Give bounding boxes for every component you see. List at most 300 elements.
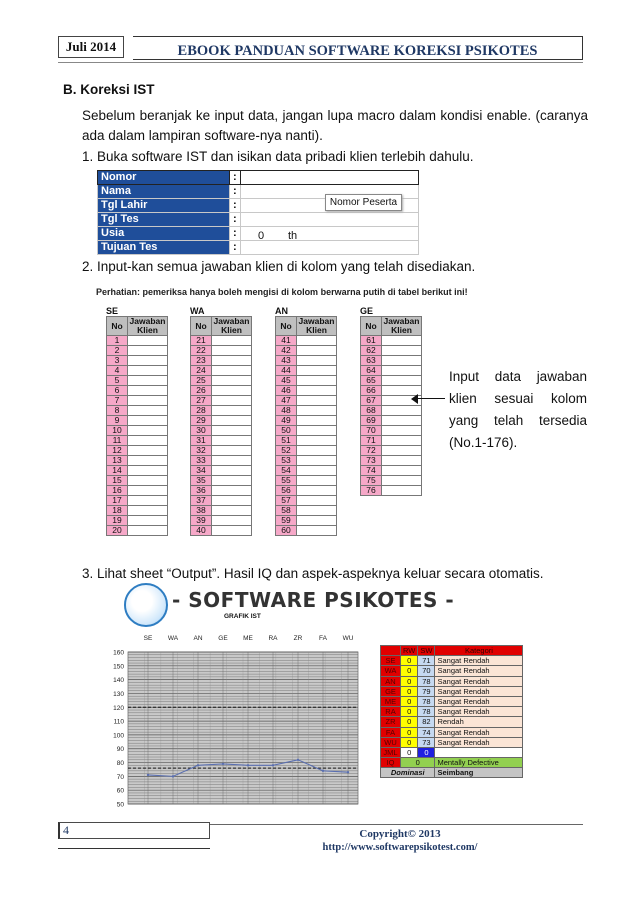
callout-arrow-head (411, 394, 418, 404)
question-number: 65 (361, 376, 382, 386)
question-number: 15 (107, 476, 128, 486)
answer-cell[interactable] (382, 466, 422, 476)
answer-cell[interactable] (128, 456, 168, 466)
answer-cell[interactable] (382, 406, 422, 416)
jml-empty (435, 747, 523, 757)
chart-xtick-label: ME (243, 635, 253, 642)
answer-cell[interactable] (297, 346, 337, 356)
kategori-value: Sangat Rendah (435, 686, 523, 696)
answer-cell[interactable] (128, 386, 168, 396)
answer-cell[interactable] (212, 506, 252, 516)
answer-row (276, 426, 337, 436)
question-number: 1 (107, 336, 128, 346)
answer-cell[interactable] (212, 476, 252, 486)
answer-cell[interactable] (128, 516, 168, 526)
answer-cell[interactable] (128, 356, 168, 366)
answer-row (191, 466, 252, 476)
footer-url[interactable]: http://www.softwarepsikotest.com/ (322, 842, 478, 853)
answer-cell[interactable] (212, 496, 252, 506)
answer-cell[interactable] (212, 436, 252, 446)
jml-rw: 0 (401, 747, 418, 757)
question-number: 19 (107, 516, 128, 526)
step-1: 1. Buka software IST dan isikan data pribadi klien terlebih dahulu. (82, 149, 474, 164)
question-number: 34 (191, 466, 212, 476)
answer-cell[interactable] (297, 466, 337, 476)
answer-group-title: GE (360, 306, 374, 316)
answer-table (360, 316, 422, 496)
question-number: 47 (276, 396, 297, 406)
kategori-value: Sangat Rendah (435, 727, 523, 737)
answer-row (361, 486, 422, 496)
answer-cell[interactable] (128, 406, 168, 416)
answer-row (361, 346, 422, 356)
answer-table-header (361, 317, 422, 336)
question-number: 70 (361, 426, 382, 436)
form-label: Nama (98, 185, 230, 199)
chart-data-point (147, 774, 149, 776)
answer-row (361, 336, 422, 346)
answer-cell[interactable] (382, 456, 422, 466)
answer-group-title: AN (275, 306, 288, 316)
result-row (381, 656, 523, 666)
question-number: 40 (191, 526, 212, 536)
question-number: 69 (361, 416, 382, 426)
answer-cell[interactable] (212, 356, 252, 366)
question-number: 14 (107, 466, 128, 476)
callout-arrow (415, 398, 445, 399)
answer-row (191, 436, 252, 446)
answer-cell[interactable] (212, 406, 252, 416)
form-separator: : (230, 185, 241, 199)
section-title: B. Koreksi IST (63, 82, 155, 97)
form-separator: : (230, 227, 241, 241)
answer-cell[interactable] (212, 346, 252, 356)
rw-value: 0 (401, 737, 418, 747)
answer-cell[interactable] (212, 466, 252, 476)
form-separator: : (230, 241, 241, 255)
answer-row (276, 446, 337, 456)
chart-ytick-label: 60 (116, 787, 124, 795)
answer-cell[interactable] (382, 376, 422, 386)
question-number: 38 (191, 506, 212, 516)
question-number: 18 (107, 506, 128, 516)
answer-cell[interactable] (128, 436, 168, 446)
question-number: 20 (107, 526, 128, 536)
answer-cell[interactable] (297, 486, 337, 496)
callout-word: sesuai (494, 391, 534, 406)
answer-cell[interactable] (212, 486, 252, 496)
question-number: 10 (107, 426, 128, 436)
answer-row (107, 526, 168, 536)
chart-title: GRAFIK IST (224, 613, 261, 620)
answer-cell[interactable] (382, 416, 422, 426)
answer-row (361, 416, 422, 426)
answer-row (191, 476, 252, 486)
answer-cell[interactable] (212, 336, 252, 346)
chart-xtick-label: ZR (293, 635, 303, 642)
question-number: 68 (361, 406, 382, 416)
col-no-header: No (107, 317, 128, 336)
answer-cell[interactable] (382, 346, 422, 356)
form-row (98, 213, 419, 227)
answer-cell[interactable] (212, 386, 252, 396)
answer-table (106, 316, 168, 536)
chart-data-point (322, 770, 324, 772)
answer-cell[interactable] (128, 496, 168, 506)
question-number: 57 (276, 496, 297, 506)
answer-cell[interactable] (128, 416, 168, 426)
answer-cell[interactable] (297, 436, 337, 446)
answer-table-header (276, 317, 337, 336)
answer-row (107, 396, 168, 406)
callout-word: Input (449, 369, 480, 384)
answer-cell[interactable] (382, 336, 422, 346)
sw-value: 79 (418, 686, 435, 696)
result-row (381, 737, 523, 747)
answer-table (190, 316, 252, 536)
form-label: Usia (98, 227, 230, 241)
question-number: 48 (276, 406, 297, 416)
question-number: 62 (361, 346, 382, 356)
question-number: 41 (276, 336, 297, 346)
question-number: 11 (107, 436, 128, 446)
answer-cell[interactable] (297, 366, 337, 376)
answer-cell[interactable] (212, 456, 252, 466)
sw-value: 78 (418, 696, 435, 706)
col-no-header: No (276, 317, 297, 336)
question-number: 3 (107, 356, 128, 366)
sw-value: 74 (418, 727, 435, 737)
answer-row (361, 436, 422, 446)
form-input[interactable] (240, 171, 418, 185)
rw-value: 0 (401, 727, 418, 737)
question-number: 27 (191, 396, 212, 406)
answer-row (276, 386, 337, 396)
question-number: 31 (191, 436, 212, 446)
question-number: 8 (107, 406, 128, 416)
answer-cell[interactable] (297, 476, 337, 486)
aspek-label: WA (381, 666, 401, 676)
answer-cell[interactable] (382, 356, 422, 366)
col-answer-header: Jawaban Klien (128, 317, 168, 336)
chart-ytick-label: 70 (116, 773, 124, 781)
question-number: 17 (107, 496, 128, 506)
answer-cell[interactable] (382, 486, 422, 496)
answer-group-title: SE (106, 306, 119, 316)
answer-group-title: WA (190, 306, 205, 316)
form-input[interactable] (240, 241, 418, 255)
answer-row (107, 426, 168, 436)
answer-row (276, 466, 337, 476)
answer-cell[interactable] (128, 506, 168, 516)
rw-value: 0 (401, 686, 418, 696)
question-number: 73 (361, 456, 382, 466)
question-number: 39 (191, 516, 212, 526)
answer-cell[interactable] (128, 476, 168, 486)
answer-row (276, 436, 337, 446)
question-number: 45 (276, 376, 297, 386)
answer-cell[interactable] (297, 456, 337, 466)
chart-data-point (172, 775, 174, 777)
answer-row (191, 416, 252, 426)
jml-label: JML (381, 747, 401, 757)
question-number: 30 (191, 426, 212, 436)
chart-ytick-label: 120 (113, 704, 124, 712)
step-2: 2. Input-kan semua jawaban klien di kolom yang telah disediakan. (82, 259, 476, 274)
answer-cell[interactable] (128, 486, 168, 496)
question-number: 33 (191, 456, 212, 466)
question-number: 59 (276, 516, 297, 526)
answer-row (107, 366, 168, 376)
answer-cell[interactable] (212, 426, 252, 436)
question-number: 32 (191, 446, 212, 456)
result-col-header: Kategori (435, 646, 523, 656)
answer-row (107, 496, 168, 506)
chart-xtick-label: FA (319, 635, 327, 642)
question-number: 49 (276, 416, 297, 426)
question-number: 52 (276, 446, 297, 456)
callout-line4: (No.1-176). (449, 435, 518, 450)
chart-ytick-label: 140 (113, 677, 124, 685)
answer-cell[interactable] (382, 366, 422, 376)
answer-cell[interactable] (128, 336, 168, 346)
answer-sheet-note: Perhatian: pemeriksa hanya boleh mengisi di kolom berwarna putih di tabel berikut ini! (96, 287, 468, 297)
answer-row (107, 516, 168, 526)
answer-row (191, 496, 252, 506)
answer-cell[interactable] (297, 396, 337, 406)
chart-ytick-label: 150 (113, 663, 124, 671)
chart-data-point (197, 764, 199, 766)
answer-cell[interactable] (128, 376, 168, 386)
answer-row (276, 336, 337, 346)
chart-data-point (297, 759, 299, 761)
answer-cell[interactable] (297, 526, 337, 536)
usia-unit: th (288, 230, 298, 242)
answer-cell[interactable] (212, 526, 252, 536)
form-input[interactable] (240, 213, 418, 227)
question-number: 23 (191, 356, 212, 366)
result-row (381, 666, 523, 676)
question-number: 44 (276, 366, 297, 376)
answer-row (191, 366, 252, 376)
form-label: Tgl Tes (98, 213, 230, 227)
result-row (381, 676, 523, 686)
header-divider (58, 62, 583, 63)
question-number: 71 (361, 436, 382, 446)
answer-cell[interactable] (297, 426, 337, 436)
answer-cell[interactable] (297, 416, 337, 426)
software-title: - SOFTWARE PSIKOTES - (172, 588, 455, 612)
chart-ytick-label: 80 (116, 760, 124, 768)
chart-data-point (222, 763, 224, 765)
form-row (98, 171, 419, 185)
answer-cell[interactable] (128, 346, 168, 356)
question-number: 21 (191, 336, 212, 346)
answer-row (361, 466, 422, 476)
col-answer-header: Jawaban Klien (297, 317, 337, 336)
answer-row (191, 426, 252, 436)
answer-cell[interactable] (297, 496, 337, 506)
answer-row (191, 396, 252, 406)
answer-row (107, 376, 168, 386)
question-number: 26 (191, 386, 212, 396)
answer-cell[interactable] (212, 516, 252, 526)
aspek-label: ME (381, 696, 401, 706)
question-number: 46 (276, 386, 297, 396)
tooltip-nomor-peserta: Nomor Peserta (325, 194, 402, 211)
aspek-label: GE (381, 686, 401, 696)
answer-row (191, 346, 252, 356)
question-number: 72 (361, 446, 382, 456)
iq-value: 0 (401, 758, 435, 768)
answer-row (276, 476, 337, 486)
question-number: 4 (107, 366, 128, 376)
answer-row (107, 356, 168, 366)
sw-value: 70 (418, 666, 435, 676)
result-row-iq (381, 758, 523, 768)
answer-cell[interactable] (212, 396, 252, 406)
form-row (98, 241, 419, 255)
question-number: 63 (361, 356, 382, 366)
jml-sw: 0 (418, 747, 435, 757)
rw-value: 0 (401, 696, 418, 706)
rw-value: 0 (401, 717, 418, 727)
result-col-header: SW (418, 646, 435, 656)
answer-cell[interactable] (128, 466, 168, 476)
form-separator: : (230, 199, 241, 213)
answer-row (107, 446, 168, 456)
usia-value: 0 (258, 230, 265, 242)
rw-value: 0 (401, 707, 418, 717)
callout-word: yang (449, 413, 479, 428)
answer-cell[interactable] (297, 376, 337, 386)
iq-kategori: Mentally Defective (435, 758, 523, 768)
step-3: 3. Lihat sheet “Output”. Hasil IQ dan aspek-aspeknya keluar secara otomatis. (82, 566, 544, 581)
footer-divider-2 (58, 848, 210, 849)
question-number: 76 (361, 486, 382, 496)
answer-row (191, 446, 252, 456)
rw-value: 0 (401, 666, 418, 676)
question-number: 50 (276, 426, 297, 436)
result-row (381, 686, 523, 696)
answer-cell[interactable] (212, 416, 252, 426)
kategori-value: Sangat Rendah (435, 666, 523, 676)
form-label: Nomor (98, 171, 230, 185)
form-input[interactable] (240, 227, 418, 241)
callout-line3 (449, 412, 587, 429)
chart-ytick-label: 130 (113, 690, 124, 698)
answer-row (191, 456, 252, 466)
answer-cell[interactable] (297, 406, 337, 416)
answer-table-header (191, 317, 252, 336)
question-number: 61 (361, 336, 382, 346)
question-number: 42 (276, 346, 297, 356)
chart-data-point (347, 771, 349, 773)
dominasi-label: Dominasi (381, 768, 435, 778)
answer-row (191, 336, 252, 346)
answer-cell[interactable] (128, 446, 168, 456)
intro-line-2: ada dalam lampiran software-nya nanti). (82, 128, 323, 143)
answer-cell[interactable] (128, 396, 168, 406)
answer-row (107, 506, 168, 516)
answer-cell[interactable] (297, 356, 337, 366)
answer-cell[interactable] (128, 366, 168, 376)
answer-row (191, 386, 252, 396)
chart-ytick-label: 50 (116, 801, 124, 809)
answer-row (276, 346, 337, 356)
question-number: 16 (107, 486, 128, 496)
answer-cell[interactable] (297, 446, 337, 456)
callout-word: data (494, 369, 521, 384)
dominasi-value: Seimbang (435, 768, 523, 778)
answer-row (276, 496, 337, 506)
answer-row (107, 486, 168, 496)
form-label: Tujuan Tes (98, 241, 230, 255)
chart-data-point (247, 764, 249, 766)
result-row-dominasi (381, 768, 523, 778)
answer-row (107, 336, 168, 346)
answer-cell[interactable] (212, 446, 252, 456)
answer-cell[interactable] (382, 426, 422, 436)
col-answer-header: Jawaban Klien (382, 317, 422, 336)
answer-cell[interactable] (128, 426, 168, 436)
question-number: 24 (191, 366, 212, 376)
answer-cell[interactable] (297, 516, 337, 526)
answer-cell[interactable] (212, 376, 252, 386)
personal-data-form (97, 170, 419, 255)
question-number: 64 (361, 366, 382, 376)
answer-cell[interactable] (297, 386, 337, 396)
answer-row (107, 436, 168, 446)
question-number: 60 (276, 526, 297, 536)
answer-row (276, 506, 337, 516)
chart-ytick-label: 110 (113, 718, 124, 726)
header-title: EBOOK PANDUAN SOFTWARE KOREKSI PSIKOTES (133, 36, 583, 60)
question-number: 55 (276, 476, 297, 486)
answer-row (191, 526, 252, 536)
answer-cell[interactable] (212, 366, 252, 376)
callout-word: klien (449, 391, 477, 406)
footer-page-number: 4 (58, 822, 210, 839)
answer-row (276, 396, 337, 406)
chart-xtick-label: WU (342, 635, 354, 642)
answer-cell[interactable] (297, 336, 337, 346)
answer-row (276, 376, 337, 386)
answer-table-header (107, 317, 168, 336)
answer-cell[interactable] (128, 526, 168, 536)
answer-cell[interactable] (382, 446, 422, 456)
question-number: 53 (276, 456, 297, 466)
question-number: 7 (107, 396, 128, 406)
answer-row (361, 406, 422, 416)
result-table (380, 645, 523, 778)
chart-data-point (272, 764, 274, 766)
answer-cell[interactable] (382, 476, 422, 486)
question-number: 43 (276, 356, 297, 366)
answer-row (361, 356, 422, 366)
answer-row (191, 486, 252, 496)
kategori-value: Rendah (435, 717, 523, 727)
question-number: 25 (191, 376, 212, 386)
col-no-header: No (361, 317, 382, 336)
sw-value: 78 (418, 707, 435, 717)
question-number: 28 (191, 406, 212, 416)
answer-cell[interactable] (382, 436, 422, 446)
callout-word: jawaban (536, 369, 587, 384)
answer-cell[interactable] (297, 506, 337, 516)
answer-row (191, 406, 252, 416)
answer-row (107, 406, 168, 416)
